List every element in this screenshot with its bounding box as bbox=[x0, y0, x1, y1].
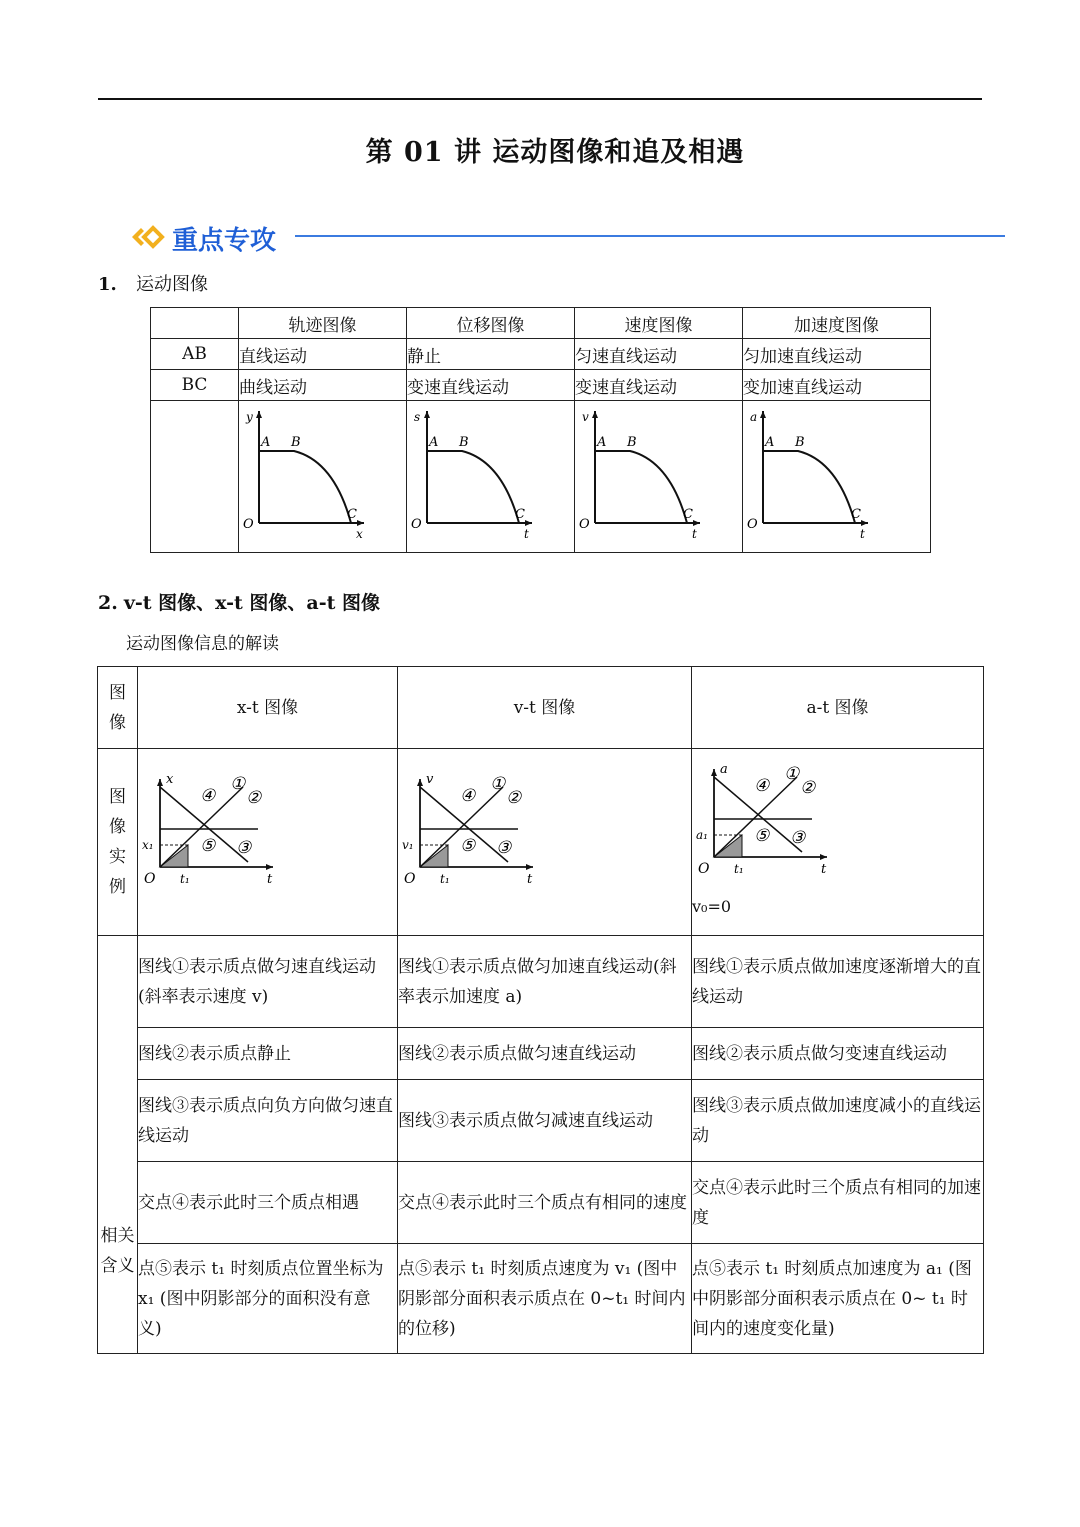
part2-subheading: 运动图像信息的解读 bbox=[126, 634, 279, 654]
x-axis-label: t bbox=[860, 527, 865, 541]
row-label: 图 像 实 例 bbox=[98, 749, 138, 936]
origin-label: O bbox=[243, 517, 254, 532]
x-axis-label: t bbox=[267, 872, 273, 887]
t-mark-label: t₁ bbox=[440, 872, 450, 886]
col-header: a-t 图像 bbox=[692, 667, 984, 749]
origin-label: O bbox=[144, 871, 156, 887]
col-header: 加速度图像 bbox=[743, 308, 931, 339]
x-axis-label: t bbox=[527, 872, 533, 887]
y-axis-label: a bbox=[720, 762, 728, 777]
header-rule bbox=[98, 98, 982, 100]
table-cell: 图线①表示质点做加速度逐渐增大的直线运动 bbox=[692, 936, 984, 1028]
acceleration-graph bbox=[743, 401, 929, 547]
table-cell: 变速直线运动 bbox=[575, 370, 743, 401]
table-cell: 图线①表示质点做匀加速直线运动(斜率表示加速度 a) bbox=[398, 936, 692, 1028]
y-axis-label: y bbox=[246, 410, 253, 424]
motion-graph-table bbox=[150, 307, 931, 553]
point-label: C bbox=[683, 507, 693, 522]
y-axis-label: v bbox=[582, 410, 589, 424]
motion-curve bbox=[427, 451, 519, 523]
table-cell: 图线①表示质点做匀速直线运动(斜率表示速度 v) bbox=[138, 936, 398, 1028]
col-header: x-t 图像 bbox=[138, 667, 398, 749]
table-cell: 变加速直线运动 bbox=[743, 370, 931, 401]
line-number-label: ③ bbox=[790, 828, 806, 848]
origin-label: O bbox=[579, 517, 590, 532]
y-axis-label: a bbox=[750, 410, 758, 424]
y-arrow bbox=[157, 779, 163, 786]
velocity-graph bbox=[575, 401, 741, 547]
line-number-label: ② bbox=[506, 788, 522, 808]
section-rule bbox=[295, 235, 1005, 237]
point-label: B bbox=[627, 435, 637, 450]
y-arrow bbox=[424, 411, 430, 418]
table-row bbox=[151, 370, 931, 401]
origin-label: O bbox=[747, 517, 758, 532]
section-label: 重点专攻 bbox=[172, 226, 277, 256]
part2-heading: 2. v-t 图像、x-t 图像、a-t 图像 bbox=[98, 592, 381, 614]
line-number-label: ⑤ bbox=[200, 836, 216, 856]
y-arrow bbox=[417, 779, 423, 786]
displacement-graph bbox=[407, 401, 573, 547]
line-number-label: ④ bbox=[460, 786, 476, 806]
col-header: 轨迹图像 bbox=[239, 308, 407, 339]
table-cell: 交点④表示此时三个质点相遇 bbox=[138, 1162, 398, 1244]
y-axis-label: v bbox=[426, 772, 434, 787]
x-arrow bbox=[525, 520, 532, 526]
table-cell: 图线②表示质点做匀速直线运动 bbox=[398, 1028, 692, 1080]
row-label: 图 像 bbox=[98, 667, 138, 749]
example-row bbox=[98, 749, 984, 936]
origin-label: O bbox=[411, 517, 422, 532]
table-cell: 曲线运动 bbox=[239, 370, 407, 401]
table-header-row bbox=[98, 667, 984, 749]
y-mark-label: x₁ bbox=[142, 838, 154, 852]
part1-heading: 1. 运动图像 bbox=[98, 274, 208, 295]
row-label: BC bbox=[151, 370, 239, 401]
y-mark-label: v₁ bbox=[402, 838, 414, 852]
motion-curve bbox=[259, 451, 351, 523]
t-mark-label: t₁ bbox=[180, 872, 190, 886]
motion-curve bbox=[595, 451, 687, 523]
t-mark-label: t₁ bbox=[734, 862, 744, 876]
table-cell: 图线②表示质点静止 bbox=[138, 1028, 398, 1080]
col-header: 位移图像 bbox=[407, 308, 575, 339]
table-cell: 图线③表示质点做匀减速直线运动 bbox=[398, 1080, 692, 1162]
line-number-label: ① bbox=[230, 774, 246, 794]
line-number-label: ⑤ bbox=[754, 826, 770, 846]
x-arrow bbox=[861, 520, 868, 526]
x-arrow bbox=[357, 520, 364, 526]
y-mark-label: a₁ bbox=[696, 828, 708, 842]
table-row bbox=[98, 1162, 984, 1244]
table-header-row bbox=[151, 308, 931, 339]
table-cell: 图线③表示质点做加速度减小的直线运动 bbox=[692, 1080, 984, 1162]
table-cell: 匀加速直线运动 bbox=[743, 339, 931, 370]
y-axis-label: s bbox=[414, 410, 421, 424]
x-axis-label: t bbox=[692, 527, 697, 541]
table-row bbox=[98, 1244, 984, 1354]
row-label: AB bbox=[151, 339, 239, 370]
y-arrow bbox=[711, 769, 717, 776]
origin-label: O bbox=[698, 861, 710, 877]
table-cell: 静止 bbox=[407, 339, 575, 370]
table-cell: 直线运动 bbox=[239, 339, 407, 370]
table-row bbox=[98, 1028, 984, 1080]
y-arrow bbox=[760, 411, 766, 418]
table-cell: 变速直线运动 bbox=[407, 370, 575, 401]
line-number-label: ② bbox=[246, 788, 262, 808]
y-arrow bbox=[592, 411, 598, 418]
table-cell: 点⑤表示 t₁ 时刻质点位置坐标为 x₁ (图中阴影部分的面积没有意 义) bbox=[138, 1244, 398, 1354]
point-label: C bbox=[851, 507, 861, 522]
line-number-label: ③ bbox=[236, 838, 252, 858]
x-arrow bbox=[820, 854, 827, 860]
point-label: C bbox=[347, 507, 357, 522]
x-arrow bbox=[693, 520, 700, 526]
point-label: A bbox=[597, 435, 607, 450]
y-arrow bbox=[256, 411, 262, 418]
line-number-label: ② bbox=[800, 778, 816, 798]
point-label: A bbox=[261, 435, 271, 450]
line-number-label: ⑤ bbox=[460, 836, 476, 856]
point-label: B bbox=[459, 435, 469, 450]
y-axis-label: x bbox=[166, 772, 174, 787]
x-axis-label: t bbox=[524, 527, 529, 541]
initial-velocity-note: v₀=0 bbox=[692, 897, 732, 916]
table-cell: 交点④表示此时三个质点有相同的速度 bbox=[398, 1162, 692, 1244]
table-cell: 图线②表示质点做匀变速直线运动 bbox=[692, 1028, 984, 1080]
double-chevron-icon bbox=[128, 222, 168, 252]
point-label: A bbox=[429, 435, 439, 450]
table-row bbox=[98, 936, 984, 1028]
line-number-label: ④ bbox=[200, 786, 216, 806]
xt-example-graph bbox=[138, 749, 396, 925]
trajectory-graph bbox=[239, 401, 405, 547]
point-label: C bbox=[515, 507, 525, 522]
vt-example-graph bbox=[398, 749, 690, 925]
row-label: 相关含义 bbox=[98, 936, 138, 1354]
x-axis-label: x bbox=[356, 527, 363, 541]
point-label: B bbox=[795, 435, 805, 450]
table-row bbox=[151, 339, 931, 370]
x-axis-label: t bbox=[821, 862, 827, 877]
table-cell: 交点④表示此时三个质点有相同的加速度 bbox=[692, 1162, 984, 1244]
graph-interpretation-table bbox=[97, 666, 984, 1354]
point-label: A bbox=[765, 435, 775, 450]
line-number-label: ① bbox=[784, 764, 800, 784]
table-cell: 匀速直线运动 bbox=[575, 339, 743, 370]
table-cell: 图线③表示质点向负方向做匀速直线运动 bbox=[138, 1080, 398, 1162]
x-arrow bbox=[266, 864, 273, 870]
page-title: 第 01 讲 运动图像和追及相遇 bbox=[365, 137, 745, 168]
col-header: v-t 图像 bbox=[398, 667, 692, 749]
table-row bbox=[98, 1080, 984, 1162]
table-cell: 点⑤表示 t₁ 时刻质点速度为 v₁ (图中阴影部分面积表示质点在 0~t₁ 时间内的位移) bbox=[398, 1244, 692, 1354]
graph-row bbox=[151, 401, 931, 553]
line-number-label: ③ bbox=[496, 838, 512, 858]
table-cell: 点⑤表示 t₁ 时刻质点加速度为 a₁ (图中阴影部分面积表示质点在 0~ t₁ 时间内的速度变化量) bbox=[692, 1244, 984, 1354]
point-label: B bbox=[291, 435, 301, 450]
line-number-label: ④ bbox=[754, 776, 770, 796]
at-example-graph bbox=[692, 757, 982, 897]
col-header: 速度图像 bbox=[575, 308, 743, 339]
x-arrow bbox=[526, 864, 533, 870]
origin-label: O bbox=[404, 871, 416, 887]
motion-curve bbox=[763, 451, 855, 523]
line-number-label: ① bbox=[490, 774, 506, 794]
